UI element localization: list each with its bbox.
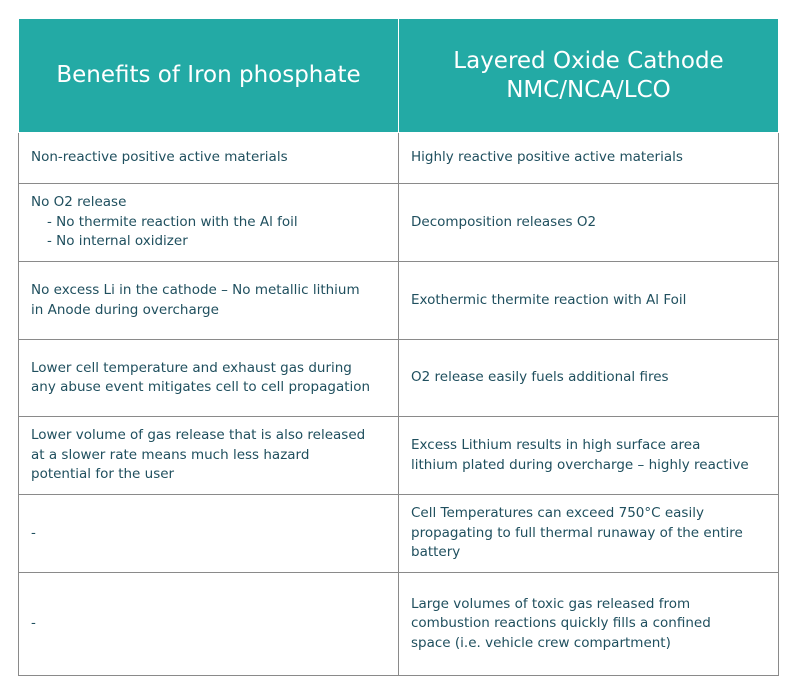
table-header [19, 19, 779, 133]
header-layered-oxide [399, 19, 779, 133]
header-line: Layered Oxide Cathode [453, 47, 724, 74]
cell-benefit [19, 133, 399, 184]
cell-line: - No internal oxidizer [47, 233, 188, 250]
cell-benefit [19, 417, 399, 495]
cell-drawback [399, 495, 779, 573]
cell-drawback [399, 340, 779, 417]
table-row [19, 184, 779, 262]
table-row [19, 495, 779, 573]
cell-line: battery [411, 544, 461, 561]
table-row [19, 417, 779, 495]
cell-line: any abuse event mitigates cell to cell propagation [31, 379, 371, 395]
cell-line: propagating to full thermal runaway of the entire [411, 524, 743, 541]
cell-drawback [399, 573, 779, 676]
header-row [19, 19, 779, 133]
table-row [19, 340, 779, 417]
cell-line: - [31, 615, 36, 632]
cell-benefit [19, 340, 399, 417]
cell-benefit [19, 573, 399, 676]
cell-line: Decomposition releases O2 [411, 213, 597, 230]
cell-line: combustion reactions quickly fills a confined [411, 615, 711, 632]
cell-line: Lower volume of gas release that is also released [31, 427, 366, 444]
header-line: NMC/NCA/LCO [506, 76, 671, 103]
cell-line: - [31, 524, 36, 541]
table-body [19, 133, 779, 676]
cell-line: at a slower rate means much less hazard [31, 446, 310, 463]
table-row [19, 133, 779, 184]
cell-line: Large volumes of toxic gas released from [411, 595, 691, 612]
cell-line: No O2 release [31, 194, 127, 211]
cell-line: Non-reactive positive active materials [31, 149, 288, 166]
cell-drawback [399, 184, 779, 262]
header-iron-phosphate [19, 19, 399, 133]
cell-line: Lower cell temperature and exhaust gas during [31, 359, 352, 376]
cell-line: - No thermite reaction with the Al foil [47, 213, 298, 230]
cell-line: O2 release easily fuels additional fires [411, 369, 669, 386]
table-row [19, 262, 779, 340]
cell-drawback [399, 262, 779, 340]
cell-line: No excess Li in the cathode – No metallic lithium [31, 282, 360, 298]
cell-line: Highly reactive positive active materials [411, 149, 683, 166]
cell-line: Exothermic thermite reaction with Al Foil [411, 291, 687, 308]
cell-drawback [399, 133, 779, 184]
header-line: Benefits of Iron phosphate [56, 62, 361, 88]
cell-line: Excess Lithium results in high surface area [411, 437, 701, 453]
cell-benefit [19, 495, 399, 573]
cell-benefit [19, 262, 399, 340]
cell-benefit [19, 184, 399, 262]
cell-line: space (i.e. vehicle crew compartment) [411, 634, 671, 651]
cell-line: potential for the user [31, 466, 175, 483]
cell-drawback [399, 417, 779, 495]
cell-line: lithium plated during overcharge – highly reactive [411, 456, 749, 473]
comparison-table [18, 18, 779, 676]
cell-line: Cell Temperatures can exceed 750°C easily [411, 505, 704, 522]
cell-line: in Anode during overcharge [31, 301, 219, 318]
table-row [19, 573, 779, 676]
